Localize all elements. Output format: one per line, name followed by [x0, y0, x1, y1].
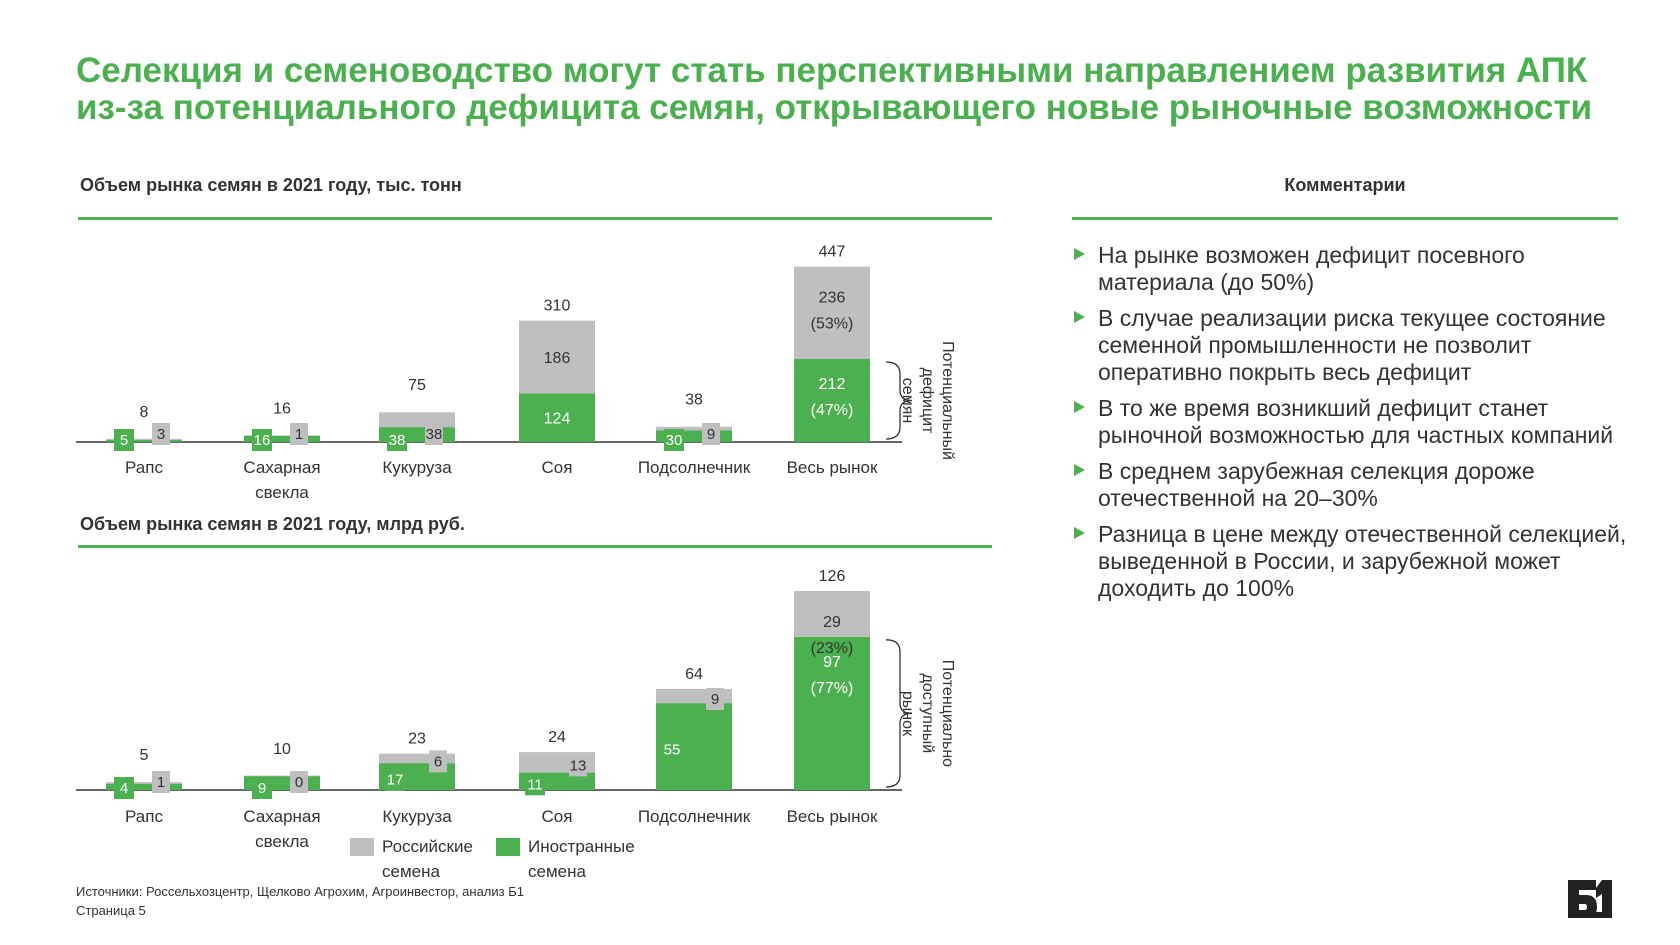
bar-total-label: 8 [139, 403, 149, 421]
legend-swatch-russian [350, 838, 374, 856]
bar-total-label: 5 [139, 747, 149, 765]
bar-russian [379, 412, 455, 427]
comment-text: В среднем зарубежная селекция дороже отечественной на 20–30% [1098, 458, 1535, 511]
chart-svg [72, 556, 992, 866]
share-label-russian: (53%) [810, 315, 854, 333]
comment-item [1072, 521, 1632, 602]
category-label: Весь рынок [786, 807, 878, 826]
category-label: Весь рынок [786, 458, 878, 477]
chart-svg [72, 226, 992, 516]
page-number: Страница 5 [76, 903, 146, 918]
legend-swatch-foreign [496, 838, 520, 856]
share-label-foreign: (77%) [810, 679, 854, 697]
bar-russian-label: 9 [706, 426, 716, 443]
triangle-bullet-icon [1074, 248, 1085, 260]
bar-total-label: 10 [273, 740, 291, 758]
bar-total-label: 16 [273, 400, 291, 418]
category-label: Сахарная свекла [243, 458, 321, 502]
bar-foreign-label: 16 [253, 432, 271, 449]
bar-russian-label: 186 [543, 350, 571, 368]
comments-list [1072, 242, 1632, 611]
bar-russian-label: 6 [433, 753, 443, 771]
category-label: Подсолнечник [637, 807, 751, 826]
bar-russian-label: 0 [294, 774, 304, 791]
bar-russian [794, 267, 870, 359]
share-label-russian: (23%) [810, 640, 854, 657]
bar-russian-label: 236 [818, 289, 846, 307]
bar-foreign [794, 359, 870, 442]
share-label-foreign: (47%) [810, 402, 854, 420]
comments-title: Комментарии [1284, 175, 1406, 195]
bracket-label: Потенциальнодоступныйрынок [899, 659, 956, 768]
title-line-2: из-за потенциального дефицита семян, открывающего новые рыночные возможности [76, 88, 1593, 127]
triangle-bullet-icon [1074, 401, 1085, 413]
bar-russian-label: 38 [425, 426, 443, 443]
comment-text: На рынке возможен дефицит посевного материала (до 50%) [1098, 242, 1525, 295]
comment-item [1072, 305, 1632, 386]
bar-foreign-label: 17 [386, 771, 404, 789]
category-label: Соя [541, 458, 573, 477]
bar-russian [244, 776, 320, 777]
bar-total-label: 38 [685, 391, 703, 409]
bar-foreign-label: 5 [119, 432, 129, 449]
bracket-label: Потенциальныйдефицитсемян [899, 341, 956, 460]
comment-item [1072, 242, 1632, 296]
bar-foreign-label: 11 [527, 776, 543, 794]
chart-volume-tonnes [72, 226, 992, 516]
bar-foreign-label: 124 [543, 410, 571, 428]
chart-volume-rubles [72, 556, 992, 866]
comment-text: В случае реализации риска текущее состояние семенной промышленности не позволит оперативно покрыть весь дефицит [1098, 305, 1606, 385]
source-note: Источники: Россельхозцентр, Щелково Агрохим, Агроинвестор, анализ Б1 [76, 884, 524, 899]
bar-total-label: 23 [408, 730, 426, 748]
bar-total-label: 310 [543, 297, 571, 315]
bar-foreign-label: 38 [388, 432, 406, 449]
chart2-divider [78, 545, 992, 548]
bar-russian-label: 3 [156, 426, 166, 443]
comments-divider [1072, 217, 1618, 220]
triangle-bullet-icon [1074, 311, 1085, 323]
bar-russian-label: 1 [156, 774, 166, 791]
comment-text: Разница в цене между отечественной селекцией, выведенной в России, и зарубежной может доходить до 100% [1098, 521, 1627, 601]
bar-russian-label: 29 [823, 614, 841, 631]
triangle-bullet-icon [1074, 527, 1085, 539]
category-label: Сахарная свекла [243, 807, 321, 851]
comment-text: В то же время возникший дефицит станет рыночной возможностью для частных компаний [1098, 395, 1614, 448]
comment-item [1072, 395, 1632, 449]
bar-foreign-label: 30 [665, 432, 683, 449]
bar-foreign-label: 97 [823, 653, 841, 671]
comment-item [1072, 458, 1632, 512]
bar-foreign-label: 212 [818, 376, 846, 394]
bar-russian-label: 13 [569, 757, 587, 775]
bar-foreign-label: 4 [119, 780, 129, 797]
bar-russian-label: 1 [294, 426, 304, 443]
chart1-title: Объем рынка семян в 2021 году, тыс. тонн [80, 175, 462, 195]
bar-total-label: 64 [685, 665, 703, 683]
chart1-divider [78, 217, 992, 220]
title-line-1: Селекция и семеноводство могут стать перспективными направлением развития АПК [76, 51, 1588, 90]
category-label: Кукуруза [382, 807, 452, 826]
category-label: Рапс [125, 458, 163, 477]
chart2-title: Объем рынка семян в 2021 году, млрд руб. [80, 514, 465, 534]
bar-total-label: 24 [548, 729, 566, 747]
category-label: Подсолнечник [637, 458, 751, 477]
bar-russian-label: 9 [710, 691, 720, 709]
triangle-bullet-icon [1074, 464, 1085, 476]
page-title [76, 52, 1636, 126]
bar-total-label: 447 [818, 243, 846, 261]
bar-total-label: 75 [408, 377, 426, 395]
category-label: Кукуруза [382, 458, 452, 477]
b1-logo [1566, 878, 1614, 920]
category-label: Соя [541, 807, 573, 826]
bar-foreign-label: 55 [663, 741, 681, 759]
bar-foreign-label: 9 [257, 780, 267, 797]
legend-label-russian: Российские семена [382, 837, 473, 881]
category-label: Рапс [125, 807, 163, 826]
bar-total-label: 126 [818, 568, 846, 585]
legend-label-foreign: Иностранные семена [528, 837, 635, 881]
